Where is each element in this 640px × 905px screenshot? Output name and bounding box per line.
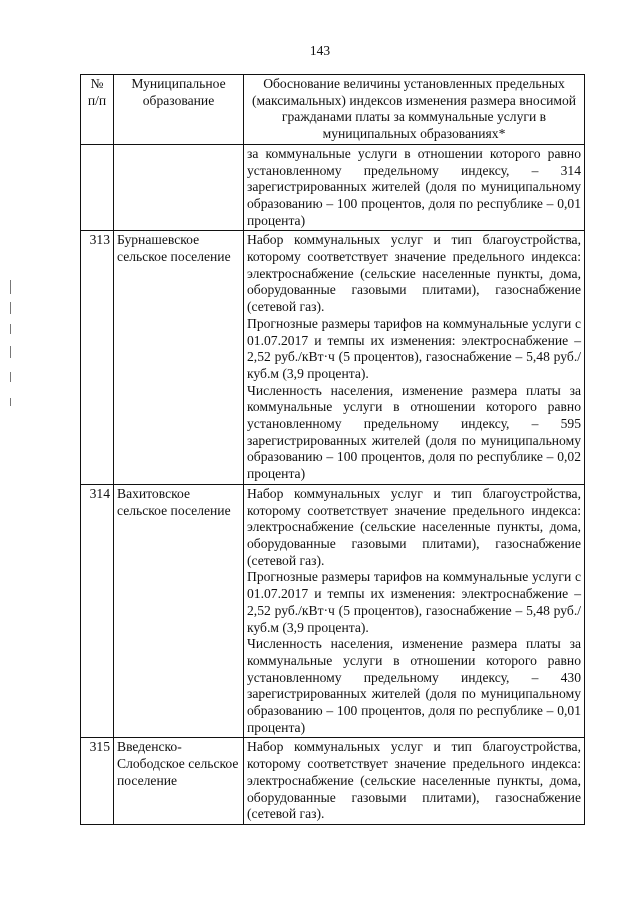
table-row — [81, 484, 585, 738]
cell-description — [244, 738, 585, 825]
cell-description — [244, 484, 585, 738]
page-number: 143 — [309, 43, 331, 58]
cell-num: 313 — [81, 231, 114, 485]
cell-description — [244, 144, 585, 231]
description-paragraph: Набор коммунальных услуг и тип благоустройства, которому соответствует значение предельного индекса: электроснабжение (сельские населенные пункты, дома, оборудованные газовыми плитами), газоснабжение (сетевой газ). — [247, 739, 581, 822]
cell-num — [81, 144, 114, 231]
cell-description — [244, 231, 585, 485]
table-row — [81, 231, 585, 485]
description-paragraph: за коммунальные услуги в отношении которого равно установленному предельному индексу, – 314 зарегистрированных жителей (доля по муниципальному образованию – 100 процентов, доля по республике – 0,01 процента) — [247, 145, 581, 228]
cell-num: 315 — [81, 738, 114, 825]
description-paragraph: Численность населения, изменение размера платы за коммунальные услуги в отношении которого равно установленному предельному индексу, – 430 зарегистрированных жителей (доля по муниципальному образованию – 100 процентов, доля по республике – 0,01 процента) — [247, 636, 581, 735]
cell-municipality: Вахитовское сельское поселение — [114, 484, 244, 738]
cell-municipality — [114, 144, 244, 231]
header-num: № п/п — [81, 75, 114, 145]
table-row — [81, 738, 585, 825]
header-municipality: Муниципальное образование — [114, 75, 244, 145]
table-header-row — [81, 75, 585, 145]
cell-municipality: Бурнашевское сельское поселение — [114, 231, 244, 485]
description-paragraph: Набор коммунальных услуг и тип благоустройства, которому соответствует значение предельного индекса: электроснабжение (сельские населенные пункты, дома, оборудованные газовыми плитами), газоснабжение (сетевой газ). — [247, 232, 581, 315]
scan-margin-marks — [10, 280, 14, 480]
cell-num: 314 — [81, 484, 114, 738]
tariff-index-table — [80, 74, 585, 825]
header-description: Обоснование величины установленных предельных (максимальных) индексов изменения размера вносимой гражданами платы за коммунальные услуги в муниципальных образованиях* — [244, 75, 585, 145]
description-paragraph: Прогнозные размеры тарифов на коммунальные услуги с 01.07.2017 и темпы их изменения: электроснабжение – 2,52 руб./кВт·ч (5 процентов), газоснабжение – 5,48 руб./куб.м (3,9 процента). — [247, 569, 581, 635]
cell-municipality: Введенско-Слободское сельское поселение — [114, 738, 244, 825]
table-row-continuation — [81, 144, 585, 231]
description-paragraph: Прогнозные размеры тарифов на коммунальные услуги с 01.07.2017 и темпы их изменения: электроснабжение – 2,52 руб./кВт·ч (5 процентов), газоснабжение – 5,48 руб./куб.м (3,9 процента). — [247, 315, 581, 381]
description-paragraph: Численность населения, изменение размера платы за коммунальные услуги в отношении которого равно установленному предельному индексу, – 595 зарегистрированных жителей (доля по муниципальному образованию – 100 процентов, доля по республике – 0,02 процента) — [247, 382, 581, 482]
description-paragraph: Набор коммунальных услуг и тип благоустройства, которому соответствует значение предельного индекса: электроснабжение (сельские населенные пункты, дома, оборудованные газовыми плитами), газоснабжение (сетевой газ). — [247, 485, 581, 568]
